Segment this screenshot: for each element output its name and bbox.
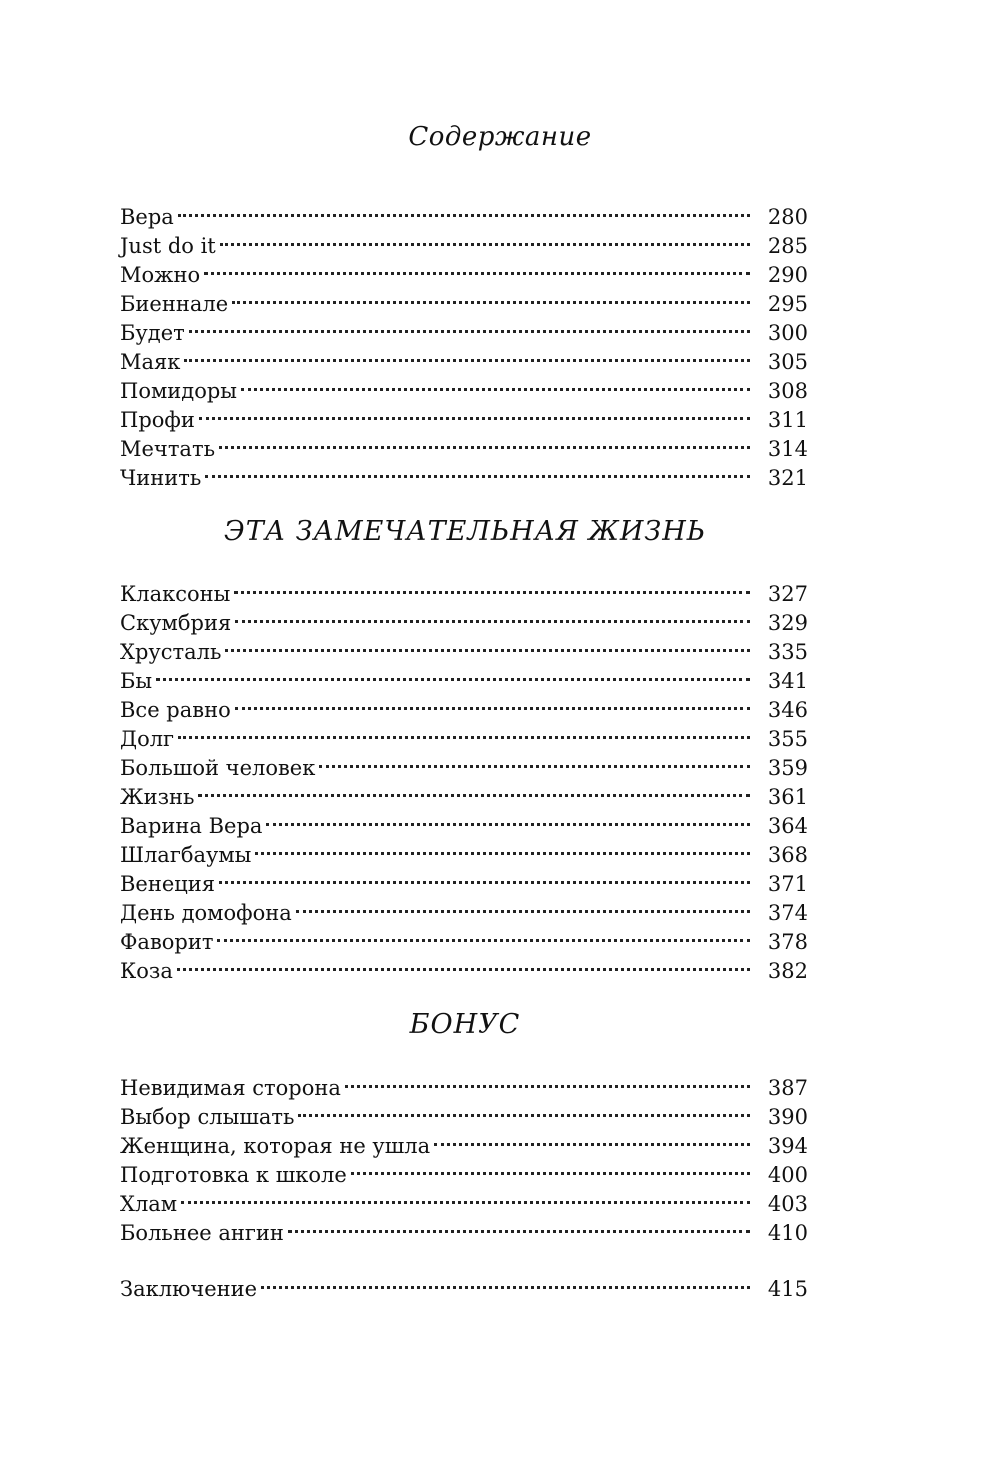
- toc-entry-page: 415: [767, 1277, 808, 1301]
- toc-entry-page: 403: [767, 1192, 808, 1216]
- dot-leader: [232, 272, 750, 304]
- dot-leader: [189, 301, 750, 333]
- toc-entry-title: Биеннале: [120, 292, 229, 316]
- toc-entry-page: 387: [767, 1076, 808, 1100]
- dot-leader: [296, 881, 750, 913]
- dot-leader: [178, 185, 750, 217]
- toc-entry-title: Больнее ангин: [120, 1221, 284, 1245]
- toc-entry-page: 327: [767, 582, 808, 606]
- toc-entry-page: 371: [767, 872, 808, 896]
- toc-entry-title: Жизнь: [120, 785, 195, 809]
- dot-leader: [198, 765, 750, 797]
- toc-entry-conclusion[interactable]: [120, 1264, 808, 1301]
- dot-leader: [235, 678, 750, 710]
- dot-leader: [345, 1056, 750, 1088]
- dot-leader: [204, 243, 750, 275]
- toc-entry-page: 305: [767, 350, 808, 374]
- toc-entry[interactable]: [120, 946, 808, 983]
- toc-entry-title: Варина Вера: [120, 814, 263, 838]
- dot-leader: [266, 794, 750, 826]
- toc-entry[interactable]: [120, 1208, 808, 1245]
- toc-entry-page: 355: [767, 727, 808, 751]
- toc-entry-page: 341: [767, 669, 808, 693]
- toc-entry-title: Подготовка к школе: [120, 1163, 347, 1187]
- page-title: Содержание: [408, 122, 592, 152]
- section-heading: БОНУС: [409, 1009, 521, 1040]
- toc-entry-title: Хрусталь: [120, 640, 222, 664]
- toc-entry-title: Женщина, которая не ушла: [120, 1134, 431, 1158]
- dot-leader: [255, 823, 750, 855]
- toc-entry-page: 295: [767, 292, 808, 316]
- toc-entry-title: Коза: [120, 959, 173, 983]
- dot-leader: [298, 1085, 750, 1117]
- dot-leader: [241, 359, 750, 391]
- toc-entry-title: Хлам: [120, 1192, 178, 1216]
- section-heading: ЭТА ЗАМЕЧАТЕЛЬНАЯ ЖИЗНЬ: [224, 516, 706, 547]
- toc-entry-page: 400: [767, 1163, 808, 1187]
- toc-entry[interactable]: [120, 453, 808, 490]
- dot-leader: [235, 591, 750, 623]
- toc-entry-title: Можно: [120, 263, 201, 287]
- dot-leader: [288, 1201, 750, 1233]
- toc-section-1: [120, 192, 808, 490]
- toc-entry-page: 390: [767, 1105, 808, 1129]
- dot-leader: [199, 388, 750, 420]
- toc-entry-title: Заключение: [120, 1277, 258, 1301]
- toc-entry-title: Фаворит: [120, 930, 214, 954]
- dot-leader: [351, 1143, 750, 1175]
- toc-entry-page: 329: [767, 611, 808, 635]
- toc-entry-title: Клаксоны: [120, 582, 231, 606]
- toc-entry-title: Чинить: [120, 466, 202, 490]
- dot-leader: [181, 1172, 750, 1204]
- toc-entry-page: 394: [767, 1134, 808, 1158]
- toc-conclusion: [120, 1264, 808, 1301]
- toc-entry-title: Выбор слышать: [120, 1105, 295, 1129]
- toc-entry-title: Венеция: [120, 872, 216, 896]
- toc-entry-title: Just do it: [120, 234, 216, 258]
- toc-entry-title: Бы: [120, 669, 153, 693]
- toc-section-3: [120, 1063, 808, 1245]
- toc-entry-page: 280: [767, 205, 808, 229]
- dot-leader: [434, 1114, 750, 1146]
- toc-entry-page: 361: [767, 785, 808, 809]
- dot-leader: [217, 910, 750, 942]
- dot-leader: [184, 330, 750, 362]
- toc-entry-title: Скумбрия: [120, 611, 232, 635]
- toc-entry-page: 374: [767, 901, 808, 925]
- toc-entry-page: 378: [767, 930, 808, 954]
- dot-leader: [319, 736, 750, 768]
- toc-section-2: [120, 569, 808, 983]
- toc-entry-title: Большой человек: [120, 756, 316, 780]
- toc-entry-title: Шлагбаумы: [120, 843, 252, 867]
- toc-entry-title: Профи: [120, 408, 195, 432]
- toc-entry-page: 368: [767, 843, 808, 867]
- dot-leader: [225, 620, 750, 652]
- toc-entry-page: 410: [767, 1221, 808, 1245]
- dot-leader: [261, 1257, 750, 1289]
- toc-entry-title: Вера: [120, 205, 174, 229]
- toc-entry-title: Долг: [120, 727, 175, 751]
- toc-entry-page: 290: [767, 263, 808, 287]
- dot-leader: [177, 939, 750, 971]
- dot-leader: [234, 562, 750, 594]
- toc-entry-page: 346: [767, 698, 808, 722]
- toc-entry-title: День домофона: [120, 901, 292, 925]
- toc-entry-title: Все равно: [120, 698, 231, 722]
- toc-entry-page: 285: [767, 234, 808, 258]
- toc-entry-page: 335: [767, 640, 808, 664]
- toc-entry-page: 314: [767, 437, 808, 461]
- toc-entry-page: 364: [767, 814, 808, 838]
- toc-entry-title: Помидоры: [120, 379, 238, 403]
- toc-entry-title: Невидимая сторона: [120, 1076, 341, 1100]
- toc-entry-page: 382: [767, 959, 808, 983]
- toc-entry-title: Будет: [120, 321, 185, 345]
- dot-leader: [178, 707, 750, 739]
- dot-leader: [156, 649, 750, 681]
- toc-entry-page: 321: [767, 466, 808, 490]
- dot-leader: [205, 446, 750, 478]
- dot-leader: [220, 214, 750, 246]
- toc-entry-page: 308: [767, 379, 808, 403]
- toc-entry-title: Маяк: [120, 350, 181, 374]
- dot-leader: [219, 852, 750, 884]
- toc-entry-title: Мечтать: [120, 437, 216, 461]
- toc-entry-page: 311: [767, 408, 808, 432]
- toc-entry-page: 300: [767, 321, 808, 345]
- dot-leader: [219, 417, 750, 449]
- toc-entry-page: 359: [767, 756, 808, 780]
